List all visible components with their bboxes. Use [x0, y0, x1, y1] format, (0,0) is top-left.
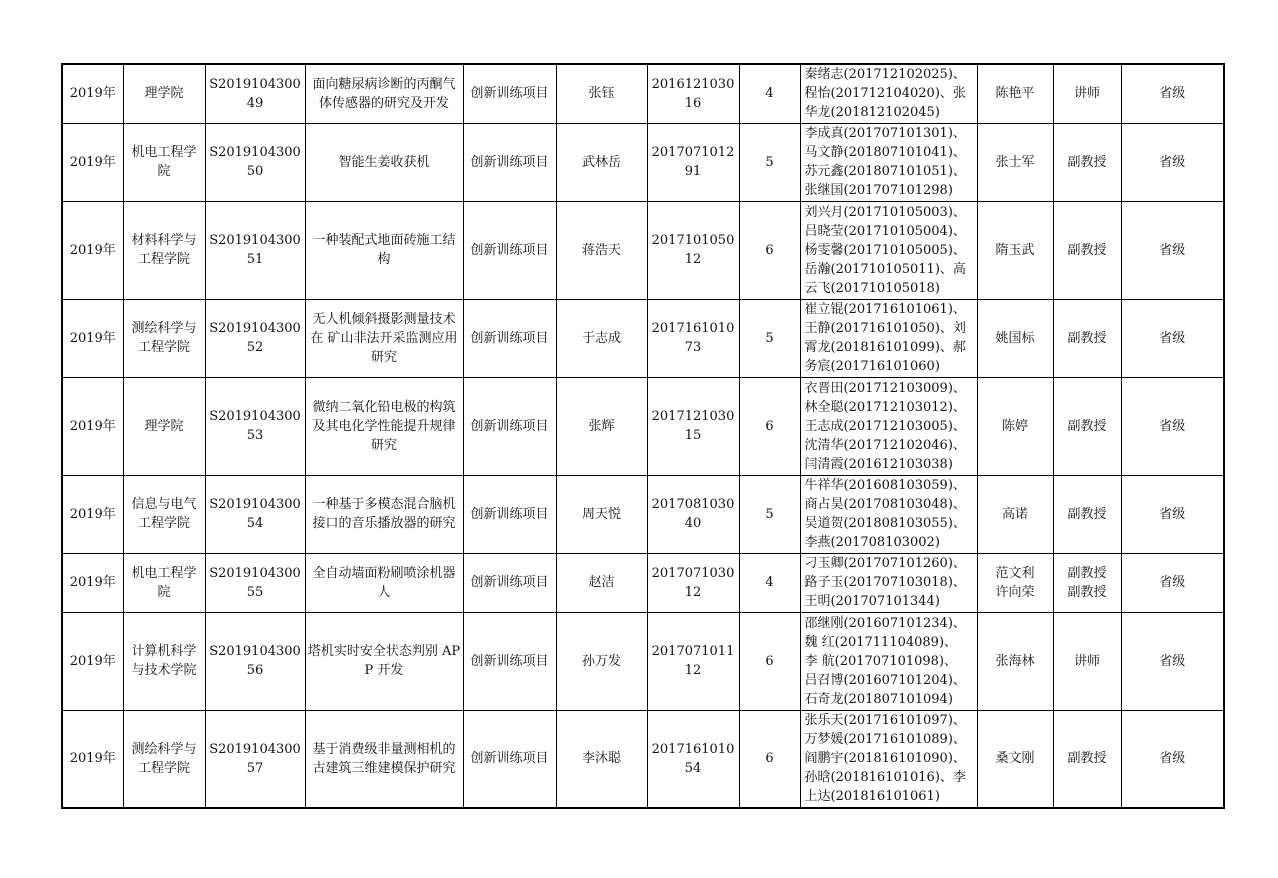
members-line: 王志成(201712103005)、	[804, 418, 966, 434]
level-cell: 省级	[1121, 64, 1224, 123]
advisor-title-line: 副教授	[1067, 584, 1107, 600]
members-line: 孙晗(201816101016)、李	[804, 770, 966, 786]
table-row	[62, 201, 1224, 299]
leader-cell: 张钰	[556, 64, 647, 123]
project-type-cell: 创新训练项目	[463, 612, 556, 710]
advisor-line: 张海林	[995, 653, 1035, 669]
advisor-cell	[977, 553, 1053, 612]
members-line: 李成真(201707101301)、	[804, 126, 966, 141]
college-cell: 理学院	[123, 64, 205, 123]
member-count-cell: 4	[739, 64, 800, 123]
level-cell: 省级	[1121, 475, 1224, 553]
project-type-cell: 创新训练项目	[463, 201, 556, 299]
members-line: 魏 红(201711104089)、	[804, 634, 958, 650]
project-name-cell: 智能生姜收获机	[305, 123, 463, 201]
project-type-cell: 创新训练项目	[463, 553, 556, 612]
year-cell: 2019年	[62, 123, 123, 201]
members-line: 阎鹏宇(201816101090)、	[804, 751, 966, 767]
year-cell: 2019年	[62, 377, 123, 475]
members-line: 闫清霞(201612103038)	[804, 456, 953, 472]
leader-cell: 孙万发	[556, 612, 647, 710]
members-line: 刁玉卿(201707101260)、	[804, 556, 966, 571]
members-line: 务宸(201716101060)	[804, 359, 940, 374]
table-row	[62, 553, 1224, 612]
member-count-cell: 6	[739, 612, 800, 710]
table-row	[62, 64, 1224, 123]
level-cell: 省级	[1121, 377, 1224, 475]
member-count-cell: 4	[739, 553, 800, 612]
advisor-line: 范文利	[995, 565, 1035, 581]
year-cell: 2019年	[62, 64, 123, 123]
year-cell: 2019年	[62, 201, 123, 299]
members-line: 路子玉(201707103018)、	[804, 575, 966, 590]
members-line: 张继国(201707101298)	[804, 183, 953, 198]
advisor-title-line: 讲师	[1073, 653, 1100, 669]
table-row	[62, 123, 1224, 201]
advisor-title-line: 副教授	[1067, 506, 1107, 522]
project-type-cell: 创新训练项目	[463, 299, 556, 377]
project-id-cell: S201910430050	[205, 123, 305, 201]
college-cell: 材料科学与工程学院	[123, 201, 205, 299]
members-line: 万梦媛(201716101089)、	[804, 732, 966, 748]
project-type-cell: 创新训练项目	[463, 710, 556, 808]
members-line: 刘兴月(201710105003)、	[804, 204, 966, 220]
college-cell: 测绘科学与工程学院	[123, 710, 205, 808]
table-row	[62, 612, 1224, 710]
members-line: 王静(201716101050)、刘	[804, 321, 966, 336]
level-cell: 省级	[1121, 299, 1224, 377]
members-line: 杨雯馨(201710105005)、	[804, 242, 966, 258]
project-type-cell: 创新训练项目	[463, 64, 556, 123]
leader-id-cell: 201716101054	[647, 710, 739, 808]
table-body	[62, 64, 1224, 808]
advisor-cell	[977, 299, 1053, 377]
members-line: 程怡(201712104020)、张	[804, 86, 966, 102]
advisor-title-cell	[1053, 612, 1121, 710]
advisor-title-cell	[1053, 201, 1121, 299]
project-name-cell: 无人机倾斜摄影测量技术在 矿山非法开采监测应用研究	[305, 299, 463, 377]
leader-id-cell: 201707103012	[647, 553, 739, 612]
advisor-title-line: 副教授	[1067, 565, 1107, 581]
project-name-cell: 一种基于多模态混合脑机接口的音乐播放器的研究	[305, 475, 463, 553]
members-cell	[800, 299, 977, 377]
advisor-line: 高诺	[1001, 506, 1028, 522]
member-count-cell: 5	[739, 475, 800, 553]
project-name-cell: 全自动墙面粉刷喷涂机器人	[305, 553, 463, 612]
members-line: 马文静(201807101041)、	[804, 145, 966, 160]
members-line: 崔立锟(201716101061)、	[804, 302, 966, 317]
year-cell: 2019年	[62, 553, 123, 612]
members-line: 商占昊(201708103048)、	[804, 497, 966, 512]
leader-cell: 于志成	[556, 299, 647, 377]
leader-cell: 周天悦	[556, 475, 647, 553]
year-cell: 2019年	[62, 612, 123, 710]
advisor-line: 桑文刚	[995, 751, 1035, 767]
advisor-cell	[977, 123, 1053, 201]
members-line: 石奇龙(201807101094)	[804, 691, 953, 707]
college-cell: 理学院	[123, 377, 205, 475]
members-line: 霄龙(201816101099)、郝	[804, 340, 966, 355]
advisor-title-cell	[1053, 123, 1121, 201]
members-line: 李燕(201708103002)	[804, 535, 940, 550]
project-type-cell: 创新训练项目	[463, 475, 556, 553]
member-count-cell: 6	[739, 377, 800, 475]
advisor-title-line: 副教授	[1067, 418, 1107, 434]
advisor-cell	[977, 377, 1053, 475]
members-cell	[800, 710, 977, 808]
members-line: 林全聪(201712103012)、	[804, 399, 966, 415]
advisor-title-line: 副教授	[1067, 330, 1107, 346]
members-line: 云飞(201710105018)	[804, 280, 940, 296]
advisor-cell	[977, 201, 1053, 299]
college-cell: 机电工程学院	[123, 553, 205, 612]
leader-id-cell: 201708103040	[647, 475, 739, 553]
advisor-line: 陈婷	[1001, 418, 1028, 434]
advisor-cell	[977, 710, 1053, 808]
leader-cell: 张辉	[556, 377, 647, 475]
advisor-title-cell	[1053, 475, 1121, 553]
members-cell	[800, 64, 977, 123]
members-cell	[800, 201, 977, 299]
members-line: 李 航(201707101098)、	[804, 653, 958, 669]
college-cell: 信息与电气工程学院	[123, 475, 205, 553]
leader-cell: 赵洁	[556, 553, 647, 612]
members-line: 张乐天(201716101097)、	[804, 713, 966, 729]
project-table	[61, 63, 1225, 809]
advisor-title-cell	[1053, 64, 1121, 123]
college-cell: 测绘科学与工程学院	[123, 299, 205, 377]
advisor-title-cell	[1053, 299, 1121, 377]
members-line: 牛祥华(201608103059)、	[804, 478, 966, 493]
members-line: 秦绪志(201712102025)、	[804, 67, 966, 83]
level-cell: 省级	[1121, 612, 1224, 710]
members-line: 苏元鑫(201807101051)、	[804, 164, 966, 179]
level-cell: 省级	[1121, 710, 1224, 808]
year-cell: 2019年	[62, 299, 123, 377]
advisor-title-line: 副教授	[1067, 242, 1107, 258]
year-cell: 2019年	[62, 710, 123, 808]
members-line: 岳瀚(201710105011)、高	[804, 261, 966, 277]
level-cell: 省级	[1121, 553, 1224, 612]
leader-cell: 武林岳	[556, 123, 647, 201]
project-id-cell: S201910430051	[205, 201, 305, 299]
table-row	[62, 475, 1224, 553]
project-id-cell: S201910430053	[205, 377, 305, 475]
advisor-title-cell	[1053, 377, 1121, 475]
members-line: 邵继刚(201607101234)、	[804, 615, 966, 631]
leader-id-cell: 201612103016	[647, 64, 739, 123]
college-cell: 机电工程学院	[123, 123, 205, 201]
members-line: 吕召博(201607101204)、	[804, 672, 966, 688]
level-cell: 省级	[1121, 201, 1224, 299]
members-line: 沈清华(201712102046)、	[804, 437, 966, 453]
members-line: 王明(201707101344)	[804, 594, 940, 609]
members-cell	[800, 377, 977, 475]
project-type-cell: 创新训练项目	[463, 123, 556, 201]
members-line: 上达(201816101061)	[804, 789, 940, 805]
project-id-cell: S201910430057	[205, 710, 305, 808]
leader-id-cell: 201707101291	[647, 123, 739, 201]
member-count-cell: 6	[739, 710, 800, 808]
advisor-cell	[977, 475, 1053, 553]
members-line: 吴道贺(201808103055)、	[804, 516, 966, 531]
leader-id-cell: 201712103015	[647, 377, 739, 475]
members-cell	[800, 123, 977, 201]
project-id-cell: S201910430054	[205, 475, 305, 553]
members-line: 吕晓莹(201710105004)、	[804, 223, 966, 239]
members-cell	[800, 612, 977, 710]
project-id-cell: S201910430056	[205, 612, 305, 710]
leader-id-cell: 201710105012	[647, 201, 739, 299]
project-name-cell: 塔机实时安全状态判别 APP 开发	[305, 612, 463, 710]
members-cell	[800, 553, 977, 612]
advisor-line: 许向荣	[995, 584, 1035, 600]
table-row	[62, 299, 1224, 377]
advisor-cell	[977, 612, 1053, 710]
table-row	[62, 710, 1224, 808]
advisor-title-line: 副教授	[1067, 154, 1107, 170]
advisor-line: 隋玉武	[995, 242, 1035, 258]
college-cell: 计算机科学与技术学院	[123, 612, 205, 710]
advisor-title-cell	[1053, 710, 1121, 808]
advisor-line: 张士军	[995, 154, 1035, 170]
project-id-cell: S201910430049	[205, 64, 305, 123]
project-name-cell: 面向糖尿病诊断的丙酮气体传感器的研究及开发	[305, 64, 463, 123]
project-name-cell: 微纳二氧化铅电极的构筑及其电化学性能提升规律研究	[305, 377, 463, 475]
project-id-cell: S201910430052	[205, 299, 305, 377]
advisor-title-line: 副教授	[1067, 751, 1107, 767]
advisor-title-cell	[1053, 553, 1121, 612]
advisor-line: 陈艳平	[995, 86, 1035, 102]
table-row	[62, 377, 1224, 475]
project-name-cell: 基于消费级非量测相机的古建筑三维建模保护研究	[305, 710, 463, 808]
level-cell: 省级	[1121, 123, 1224, 201]
leader-id-cell: 201707101112	[647, 612, 739, 710]
members-line: 华龙(201812102045)	[804, 105, 940, 121]
advisor-cell	[977, 64, 1053, 123]
leader-cell: 蒋浩天	[556, 201, 647, 299]
leader-cell: 李沐聪	[556, 710, 647, 808]
leader-id-cell: 201716101073	[647, 299, 739, 377]
members-line: 衣晋田(201712103009)、	[804, 380, 966, 396]
member-count-cell: 5	[739, 123, 800, 201]
advisor-line: 姚国标	[995, 330, 1035, 346]
project-type-cell: 创新训练项目	[463, 377, 556, 475]
members-cell	[800, 475, 977, 553]
member-count-cell: 6	[739, 201, 800, 299]
project-name-cell: 一种装配式地面砖施工结构	[305, 201, 463, 299]
project-id-cell: S201910430055	[205, 553, 305, 612]
advisor-title-line: 讲师	[1073, 86, 1100, 102]
member-count-cell: 5	[739, 299, 800, 377]
year-cell: 2019年	[62, 475, 123, 553]
